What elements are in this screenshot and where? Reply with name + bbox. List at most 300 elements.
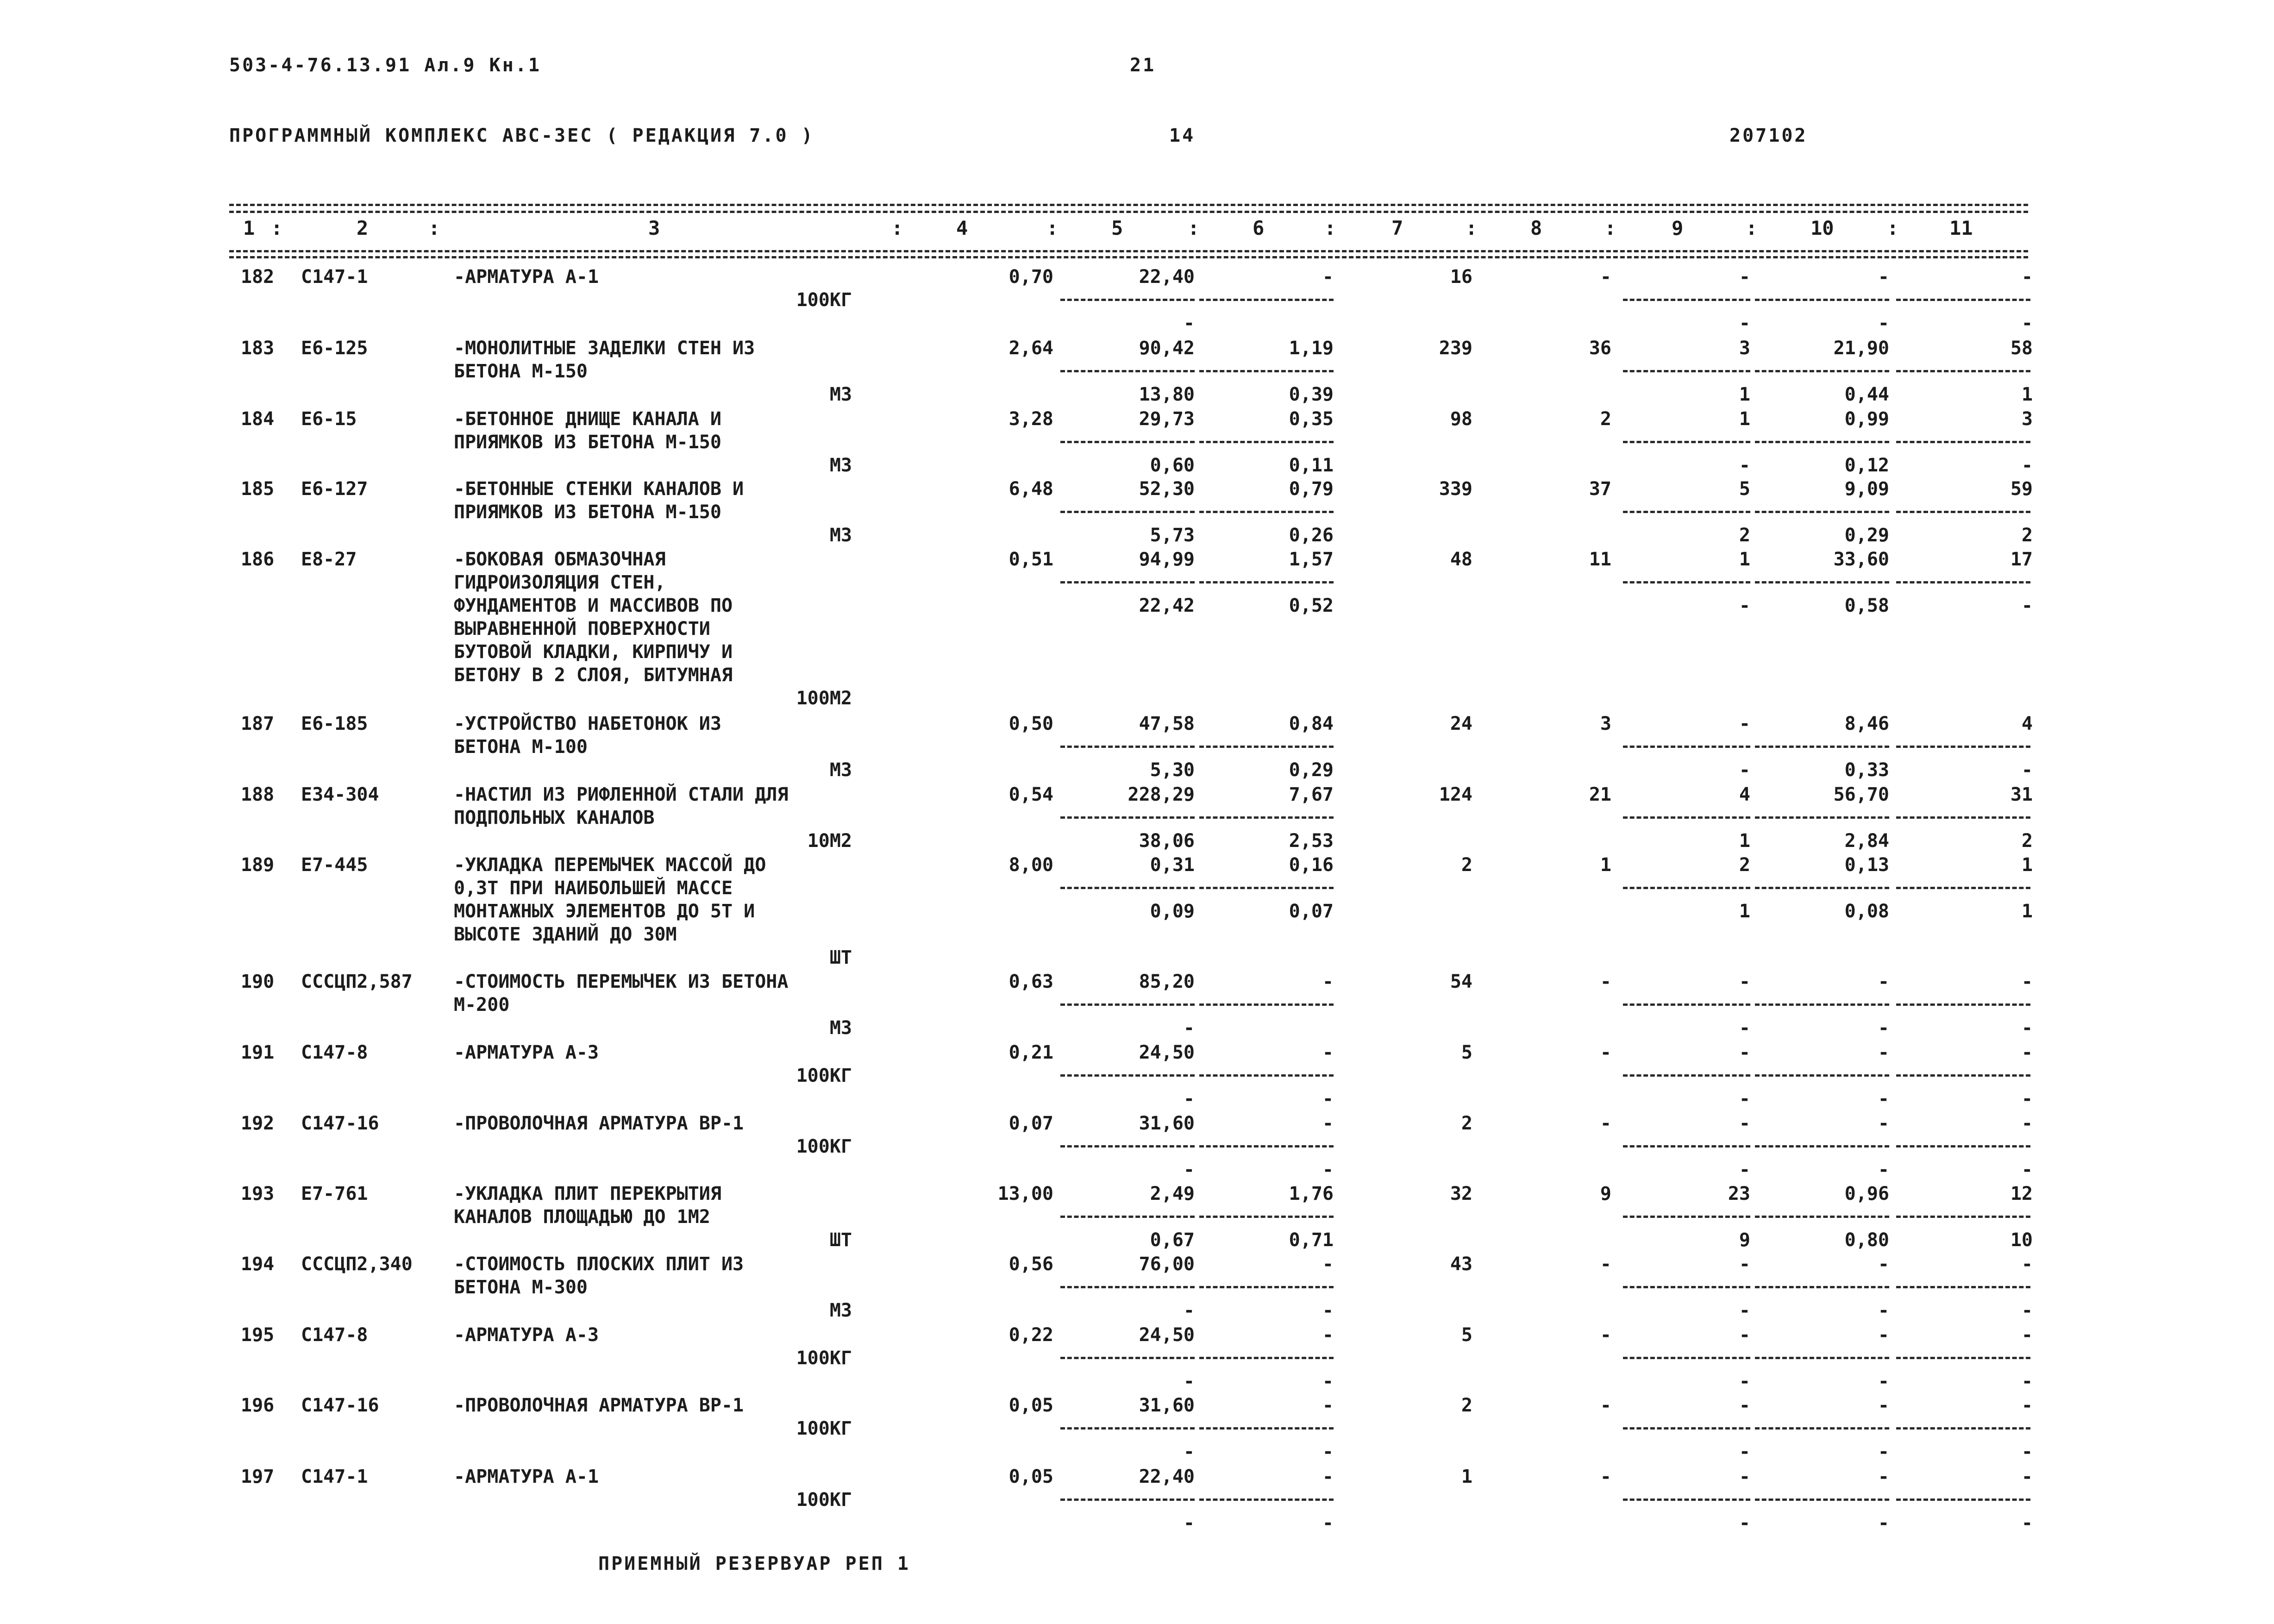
value-separator-rule	[1896, 1499, 2030, 1501]
value-separator-rule	[1623, 1074, 1750, 1077]
row-description-line: ПРИЯМКОВ ИЗ БЕТОНА М-150	[454, 432, 721, 453]
value-separator-rule	[1199, 299, 1334, 301]
row-description-line: МОНТАЖНЫХ ЭЛЕМЕНТОВ ДО 5Т И	[454, 901, 755, 922]
column-header-1: 1	[243, 217, 255, 239]
row-description-line: ПРИЯМКОВ ИЗ БЕТОНА М-150	[454, 502, 721, 523]
cell-c9-secondary: -	[1739, 1159, 1750, 1180]
row-description-line: -АРМАТУРА А-3	[454, 1324, 599, 1346]
cell-c4: 0,70	[1009, 266, 1053, 288]
row-number: 187	[241, 713, 275, 734]
cell-c9-main: 1	[1739, 549, 1750, 570]
row-number: 191	[241, 1042, 275, 1063]
column-separator: :	[428, 217, 440, 239]
cell-c9-main: -	[1739, 1324, 1750, 1346]
cell-c8: -	[1600, 1042, 1611, 1063]
cell-c6-main: 1,76	[1289, 1183, 1334, 1204]
value-separator-rule	[1060, 370, 1195, 372]
row-unit: М3	[829, 759, 852, 781]
cell-c10-main: 0,96	[1844, 1183, 1889, 1204]
cell-c7: 24	[1450, 713, 1472, 734]
column-header-11: 11	[1949, 217, 1973, 239]
cell-c9-main: -	[1739, 1466, 1750, 1487]
value-separator-rule	[1199, 511, 1334, 513]
value-separator-rule	[1060, 1357, 1195, 1359]
row-code: СССЦП2,587	[301, 971, 413, 992]
value-separator-rule	[1623, 1216, 1750, 1218]
cell-c5-secondary: 0,67	[1150, 1229, 1195, 1251]
cell-c10-secondary: -	[1878, 313, 1889, 334]
column-separator: :	[271, 217, 283, 239]
page-number: 21	[1130, 55, 1156, 76]
cell-c11-secondary: -	[2021, 1441, 2033, 1462]
cell-c6-main: 7,67	[1289, 784, 1334, 805]
cell-c8: -	[1600, 971, 1611, 992]
cell-c9-main: 23	[1728, 1183, 1750, 1204]
value-separator-rule	[1060, 1216, 1195, 1218]
cell-c8: 37	[1589, 478, 1611, 500]
cell-c6-secondary: 0,71	[1289, 1229, 1334, 1251]
value-separator-rule	[1060, 299, 1195, 301]
cell-c10-secondary: -	[1878, 1017, 1889, 1039]
value-separator-rule	[1060, 1499, 1195, 1501]
cell-c10-main: 0,13	[1844, 854, 1889, 876]
row-code: С147-8	[301, 1042, 368, 1063]
cell-c6-secondary: -	[1322, 1371, 1334, 1392]
cell-c8: -	[1600, 1324, 1611, 1346]
column-separator: :	[891, 217, 903, 239]
cell-c11-secondary: -	[2021, 455, 2033, 476]
cell-c9-main: -	[1739, 266, 1750, 288]
cell-c7: 48	[1450, 549, 1472, 570]
cell-c10-main: -	[1878, 1466, 1889, 1487]
row-unit: ШТ	[829, 947, 852, 968]
cell-c10-main: -	[1878, 266, 1889, 288]
cell-c11-secondary: -	[2021, 1017, 2033, 1039]
cell-c10-secondary: -	[1878, 1300, 1889, 1321]
row-number: 194	[241, 1254, 275, 1275]
cell-c4: 0,54	[1009, 784, 1053, 805]
cell-c11-main: 31	[2010, 784, 2033, 805]
value-separator-rule	[1199, 1216, 1334, 1218]
cell-c9-main: 5	[1739, 478, 1750, 500]
value-separator-rule	[1060, 1286, 1195, 1288]
row-number: 188	[241, 784, 275, 805]
cell-c10-secondary: -	[1878, 1371, 1889, 1392]
cell-c5-secondary: 0,60	[1150, 455, 1195, 476]
value-separator-rule	[1896, 1216, 2030, 1218]
value-separator-rule	[1755, 816, 1889, 819]
cell-c11-secondary: -	[2021, 1300, 2033, 1321]
cell-c6-secondary: 0,52	[1289, 595, 1334, 616]
cell-c6-secondary: -	[1322, 1300, 1334, 1321]
row-code: Е6-125	[301, 338, 368, 359]
row-unit: 100КГ	[796, 1489, 852, 1511]
cell-c6-main: -	[1322, 1395, 1334, 1416]
value-separator-rule	[1199, 1145, 1334, 1147]
cell-c5-secondary: 5,73	[1150, 525, 1195, 546]
value-separator-rule	[1896, 1074, 2030, 1077]
column-header-3: 3	[648, 217, 660, 239]
value-separator-rule	[1896, 1003, 2030, 1006]
column-separator: :	[1188, 217, 1200, 239]
cell-c5-main: 24,50	[1139, 1042, 1195, 1063]
cell-c7: 16	[1450, 266, 1472, 288]
cell-c11-secondary: -	[2021, 313, 2033, 334]
column-header-10: 10	[1810, 217, 1834, 239]
value-separator-rule	[1755, 1427, 1889, 1430]
cell-c6-main: 1,19	[1289, 338, 1334, 359]
cell-c9-secondary: -	[1739, 595, 1750, 616]
value-separator-rule	[1896, 816, 2030, 819]
cell-c10-main: 33,60	[1833, 549, 1889, 570]
column-separator: :	[1324, 217, 1336, 239]
value-separator-rule	[1060, 746, 1195, 748]
cell-c11-secondary: -	[2021, 1371, 2033, 1392]
row-number: 192	[241, 1113, 275, 1134]
cell-c6-main: 0,84	[1289, 713, 1334, 734]
cell-c6-main: -	[1322, 1466, 1334, 1487]
cell-c4: 0,05	[1009, 1395, 1053, 1416]
cell-c4: 0,05	[1009, 1466, 1053, 1487]
row-description-line: -БЕТОННОЕ ДНИЩЕ КАНАЛА И	[454, 408, 721, 430]
cell-c5-secondary: -	[1183, 1017, 1195, 1039]
cell-c6-main: -	[1322, 266, 1334, 288]
value-separator-rule	[1199, 1003, 1334, 1006]
cell-c5-main: 29,73	[1139, 408, 1195, 430]
row-code: С147-8	[301, 1324, 368, 1346]
row-unit: 100КГ	[796, 1348, 852, 1369]
cell-c8: 1	[1600, 854, 1611, 876]
table-top-rule-2	[229, 211, 2028, 213]
column-header-2: 2	[357, 217, 369, 239]
row-description-line: -АРМАТУРА А-3	[454, 1042, 599, 1063]
cell-c9-main: 3	[1739, 338, 1750, 359]
value-separator-rule	[1623, 1499, 1750, 1501]
value-separator-rule	[1896, 746, 2030, 748]
cell-c7: 2	[1461, 1113, 1472, 1134]
row-unit: ШТ	[829, 1229, 852, 1251]
cell-c11-main: 12	[2010, 1183, 2033, 1204]
value-separator-rule	[1623, 511, 1750, 513]
cell-c4: 0,51	[1009, 549, 1053, 570]
value-separator-rule	[1623, 1003, 1750, 1006]
row-description-line: -МОНОЛИТНЫЕ ЗАДЕЛКИ СТЕН ИЗ	[454, 338, 755, 359]
cell-c7: 124	[1439, 784, 1472, 805]
row-description-line: -СТОИМОСТЬ ПЕРЕМЫЧЕК ИЗ БЕТОНА	[454, 971, 789, 992]
cell-c5-secondary: -	[1183, 1300, 1195, 1321]
row-description-line: КАНАЛОВ ПЛОЩАДЬЮ ДО 1М2	[454, 1206, 710, 1228]
cell-c11-main: 17	[2010, 549, 2033, 570]
cell-c11-secondary: 1	[2021, 384, 2033, 405]
row-number: 186	[241, 549, 275, 570]
row-unit: М3	[829, 1300, 852, 1321]
cell-c9-main: -	[1739, 1042, 1750, 1063]
cell-c11-secondary: 2	[2021, 525, 2033, 546]
cell-c6-secondary: 0,39	[1289, 384, 1334, 405]
cell-c8: 2	[1600, 408, 1611, 430]
cell-c7: 2	[1461, 854, 1472, 876]
cell-c5-secondary: -	[1183, 1441, 1195, 1462]
cell-c7: 339	[1439, 478, 1472, 500]
cell-c8: -	[1600, 266, 1611, 288]
value-separator-rule	[1896, 887, 2030, 889]
row-description-line: -СТОИМОСТЬ ПЛОСКИХ ПЛИТ ИЗ	[454, 1254, 744, 1275]
row-description-line: -АРМАТУРА А-1	[454, 266, 599, 288]
cell-c10-secondary: -	[1878, 1512, 1889, 1534]
value-separator-rule	[1060, 1074, 1195, 1077]
cell-c5-secondary: -	[1183, 1512, 1195, 1534]
column-header-5: 5	[1111, 217, 1123, 239]
value-separator-rule	[1060, 887, 1195, 889]
cell-c6-main: -	[1322, 1042, 1334, 1063]
value-separator-rule	[1755, 1499, 1889, 1501]
value-separator-rule	[1060, 581, 1195, 583]
cell-c11-secondary: -	[2021, 1159, 2033, 1180]
cell-c8: 36	[1589, 338, 1611, 359]
cell-c4: 0,22	[1009, 1324, 1053, 1346]
cell-c10-secondary: 0,29	[1844, 525, 1889, 546]
cell-c6-secondary: 0,11	[1289, 455, 1334, 476]
sheet-number: 14	[1169, 125, 1196, 146]
cell-c5-main: 228,29	[1128, 784, 1195, 805]
value-separator-rule	[1060, 1427, 1195, 1430]
row-number: 184	[241, 408, 275, 430]
cell-c10-main: -	[1878, 1324, 1889, 1346]
row-description-line: БУТОВОЙ КЛАДКИ, КИРПИЧУ И	[454, 641, 733, 663]
column-separator: :	[1046, 217, 1059, 239]
cell-c11-main: -	[2021, 1466, 2033, 1487]
value-separator-rule	[1199, 441, 1334, 443]
row-unit: 100М2	[796, 688, 852, 709]
row-description-line: -БОКОВАЯ ОБМАЗОЧНАЯ	[454, 549, 666, 570]
cell-c6-secondary: 0,07	[1289, 901, 1334, 922]
cell-c9-main: -	[1739, 713, 1750, 734]
cell-c9-secondary: 2	[1739, 525, 1750, 546]
value-separator-rule	[1623, 816, 1750, 819]
cell-c11-secondary: -	[2021, 595, 2033, 616]
cell-c5-secondary: 0,09	[1150, 901, 1195, 922]
cell-c5-main: 52,30	[1139, 478, 1195, 500]
cell-c4: 0,21	[1009, 1042, 1053, 1063]
cell-c8: -	[1600, 1466, 1611, 1487]
cell-c9-secondary: 1	[1739, 830, 1750, 852]
value-separator-rule	[1060, 511, 1195, 513]
cell-c11-secondary: 1	[2021, 901, 2033, 922]
cell-c10-secondary: -	[1878, 1441, 1889, 1462]
value-separator-rule	[1896, 1357, 2030, 1359]
value-separator-rule	[1755, 1074, 1889, 1077]
cell-c7: 1	[1461, 1466, 1472, 1487]
cell-c10-main: -	[1878, 1395, 1889, 1416]
cell-c11-main: 4	[2021, 713, 2033, 734]
row-description-line: -НАСТИЛ ИЗ РИФЛЕННОЙ СТАЛИ ДЛЯ	[454, 784, 789, 805]
cell-c9-secondary: -	[1739, 1300, 1750, 1321]
cell-c10-secondary: 0,58	[1844, 595, 1889, 616]
row-number: 197	[241, 1466, 275, 1487]
cell-c9-secondary: -	[1739, 1371, 1750, 1392]
cell-c10-main: -	[1878, 1254, 1889, 1275]
cell-c9-main: 2	[1739, 854, 1750, 876]
cell-c10-main: -	[1878, 1113, 1889, 1134]
column-header-8: 8	[1530, 217, 1542, 239]
row-description-line: БЕТОНА М-150	[454, 361, 588, 382]
cell-c10-main: 8,46	[1844, 713, 1889, 734]
cell-c5-secondary: 13,80	[1139, 384, 1195, 405]
cell-c9-secondary: 1	[1739, 384, 1750, 405]
row-number: 183	[241, 338, 275, 359]
row-unit: 100КГ	[796, 1136, 852, 1157]
cell-c6-main: 0,16	[1289, 854, 1334, 876]
value-separator-rule	[1199, 1499, 1334, 1501]
value-separator-rule	[1623, 299, 1750, 301]
cell-c10-main: -	[1878, 1042, 1889, 1063]
cell-c10-main: 9,09	[1844, 478, 1889, 500]
cell-c11-main: -	[2021, 1254, 2033, 1275]
cell-c11-main: 58	[2010, 338, 2033, 359]
cell-c10-secondary: 0,12	[1844, 455, 1889, 476]
column-header-6: 6	[1253, 217, 1265, 239]
cell-c6-main: -	[1322, 1324, 1334, 1346]
cell-c6-main: -	[1322, 1113, 1334, 1134]
cell-c5-secondary: -	[1183, 1088, 1195, 1110]
value-separator-rule	[1199, 887, 1334, 889]
value-separator-rule	[1896, 299, 2030, 301]
row-code: Е34-304	[301, 784, 379, 805]
header-bottom-rule	[229, 250, 2028, 252]
value-separator-rule	[1623, 441, 1750, 443]
cell-c11-main: -	[2021, 1324, 2033, 1346]
cell-c6-secondary: -	[1322, 1088, 1334, 1110]
cell-c6-main: -	[1322, 1254, 1334, 1275]
cell-c7: 239	[1439, 338, 1472, 359]
cell-c6-secondary: -	[1322, 1441, 1334, 1462]
row-number: 182	[241, 266, 275, 288]
row-description-line: БЕТОНА М-300	[454, 1277, 588, 1298]
cell-c5-main: 31,60	[1139, 1113, 1195, 1134]
row-unit: 100КГ	[796, 1418, 852, 1439]
header-bottom-rule-2	[229, 256, 2028, 258]
row-code: Е6-127	[301, 478, 368, 500]
value-separator-rule	[1623, 1357, 1750, 1359]
cell-c9-main: -	[1739, 1254, 1750, 1275]
cell-c11-secondary: -	[2021, 759, 2033, 781]
document-number: 207102	[1729, 125, 1808, 146]
value-separator-rule	[1755, 887, 1889, 889]
row-description-line: -УСТРОЙСТВО НАБЕТОНОК ИЗ	[454, 713, 721, 734]
cell-c4: 6,48	[1009, 478, 1053, 500]
row-description-line: БЕТОНА М-100	[454, 736, 588, 758]
value-separator-rule	[1896, 511, 2030, 513]
value-separator-rule	[1755, 1145, 1889, 1147]
cell-c5-main: 2,49	[1150, 1183, 1195, 1204]
value-separator-rule	[1199, 581, 1334, 583]
row-number: 185	[241, 478, 275, 500]
document-code: 503-4-76.13.91 Ал.9 Кн.1	[229, 55, 541, 76]
cell-c8: -	[1600, 1254, 1611, 1275]
value-separator-rule	[1623, 746, 1750, 748]
row-number: 195	[241, 1324, 275, 1346]
cell-c10-main: -	[1878, 971, 1889, 992]
row-unit: М3	[829, 384, 852, 405]
value-separator-rule	[1199, 816, 1334, 819]
cell-c4: 0,50	[1009, 713, 1053, 734]
row-description-line: -УКЛАДКА ПЛИТ ПЕРЕКРЫТИЯ	[454, 1183, 721, 1204]
value-separator-rule	[1199, 1427, 1334, 1430]
cell-c5-secondary: -	[1183, 1159, 1195, 1180]
cell-c6-secondary: 2,53	[1289, 830, 1334, 852]
value-separator-rule	[1060, 1003, 1195, 1006]
cell-c8: 3	[1600, 713, 1611, 734]
value-separator-rule	[1896, 581, 2030, 583]
cell-c11-main: -	[2021, 1395, 2033, 1416]
cell-c11-main: 1	[2021, 854, 2033, 876]
cell-c7: 98	[1450, 408, 1472, 430]
row-unit: 10М2	[807, 830, 852, 852]
value-separator-rule	[1060, 1145, 1195, 1147]
value-separator-rule	[1060, 816, 1195, 819]
cell-c11-secondary: -	[2021, 1512, 2033, 1534]
row-code: Е8-27	[301, 549, 357, 570]
cell-c9-main: 1	[1739, 408, 1750, 430]
cell-c5-main: 90,42	[1139, 338, 1195, 359]
value-separator-rule	[1199, 1074, 1334, 1077]
row-code: СССЦП2,340	[301, 1254, 413, 1275]
cell-c6-secondary: -	[1322, 1512, 1334, 1534]
cell-c10-main: 0,99	[1844, 408, 1889, 430]
program-title: ПРОГРАММНЫЙ КОМПЛЕКС АВС-3ЕС ( РЕДАКЦИЯ 7.0 )	[229, 125, 814, 146]
value-separator-rule	[1755, 299, 1889, 301]
row-unit: 100КГ	[796, 1065, 852, 1086]
cell-c10-secondary: 2,84	[1844, 830, 1889, 852]
column-separator: :	[1604, 217, 1616, 239]
row-description-line: 0,3Т ПРИ НАИБОЛЬШЕЙ МАССЕ	[454, 878, 733, 899]
cell-c5-main: 22,40	[1139, 266, 1195, 288]
row-unit: М3	[829, 1017, 852, 1039]
cell-c11-main: -	[2021, 1113, 2033, 1134]
cell-c9-secondary: -	[1739, 455, 1750, 476]
cell-c5-main: 47,58	[1139, 713, 1195, 734]
cell-c5-secondary: -	[1183, 313, 1195, 334]
row-code: С147-16	[301, 1113, 379, 1134]
cell-c9-secondary: -	[1739, 1017, 1750, 1039]
cell-c10-secondary: 0,33	[1844, 759, 1889, 781]
cell-c5-main: 76,00	[1139, 1254, 1195, 1275]
cell-c6-secondary: 0,29	[1289, 759, 1334, 781]
row-description-line: -АРМАТУРА А-1	[454, 1466, 599, 1487]
cell-c5-main: 0,31	[1150, 854, 1195, 876]
cell-c4: 3,28	[1009, 408, 1053, 430]
value-separator-rule	[1623, 1145, 1750, 1147]
cell-c9-secondary: -	[1739, 313, 1750, 334]
row-description-line: ВЫРАВНЕННОЙ ПОВЕРХНОСТИ	[454, 618, 710, 640]
row-code: Е7-761	[301, 1183, 368, 1204]
cell-c10-secondary: 0,08	[1844, 901, 1889, 922]
cell-c6-main: 0,79	[1289, 478, 1334, 500]
cell-c4: 0,63	[1009, 971, 1053, 992]
cell-c11-main: -	[2021, 971, 2033, 992]
column-separator: :	[1466, 217, 1478, 239]
value-separator-rule	[1623, 581, 1750, 583]
cell-c10-secondary: 0,44	[1844, 384, 1889, 405]
row-description-line: -БЕТОННЫЕ СТЕНКИ КАНАЛОВ И	[454, 478, 744, 500]
row-description-line: ГИДРОИЗОЛЯЦИЯ СТЕН,	[454, 572, 666, 593]
row-code: Е6-185	[301, 713, 368, 734]
cell-c4: 0,07	[1009, 1113, 1053, 1134]
value-separator-rule	[1896, 1286, 2030, 1288]
cell-c5-secondary: -	[1183, 1371, 1195, 1392]
row-number: 196	[241, 1395, 275, 1416]
row-number: 193	[241, 1183, 275, 1204]
